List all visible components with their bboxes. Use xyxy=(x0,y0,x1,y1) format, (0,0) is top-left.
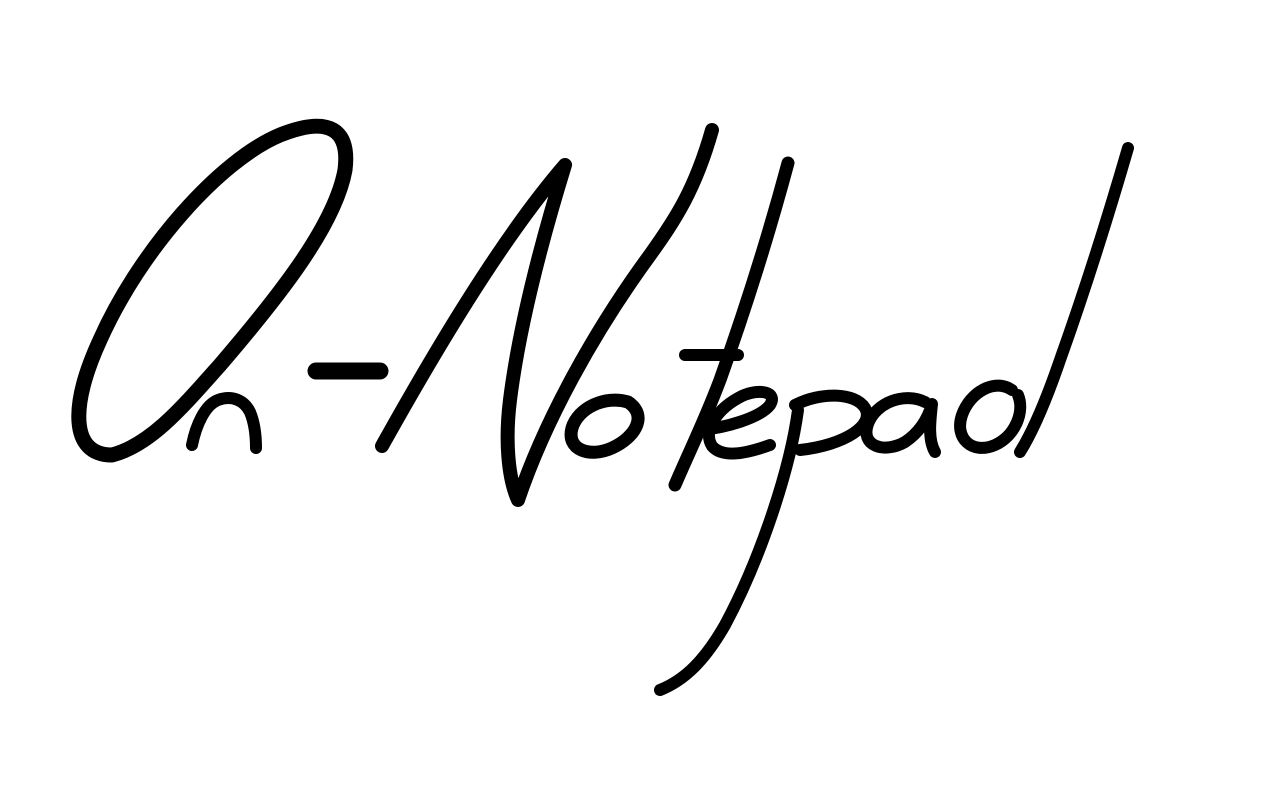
signature-letter-n-capital xyxy=(382,130,712,500)
signature-letter-a xyxy=(866,398,935,452)
signature-letter-n xyxy=(192,398,256,448)
signature-letter-p-bowl xyxy=(795,396,867,450)
signature-letter-t-stem xyxy=(675,163,788,485)
signature-letter-d-bowl xyxy=(960,386,1020,448)
signature-letter-d-ascender xyxy=(1020,148,1128,452)
signature-letter-o-small xyxy=(571,400,638,452)
